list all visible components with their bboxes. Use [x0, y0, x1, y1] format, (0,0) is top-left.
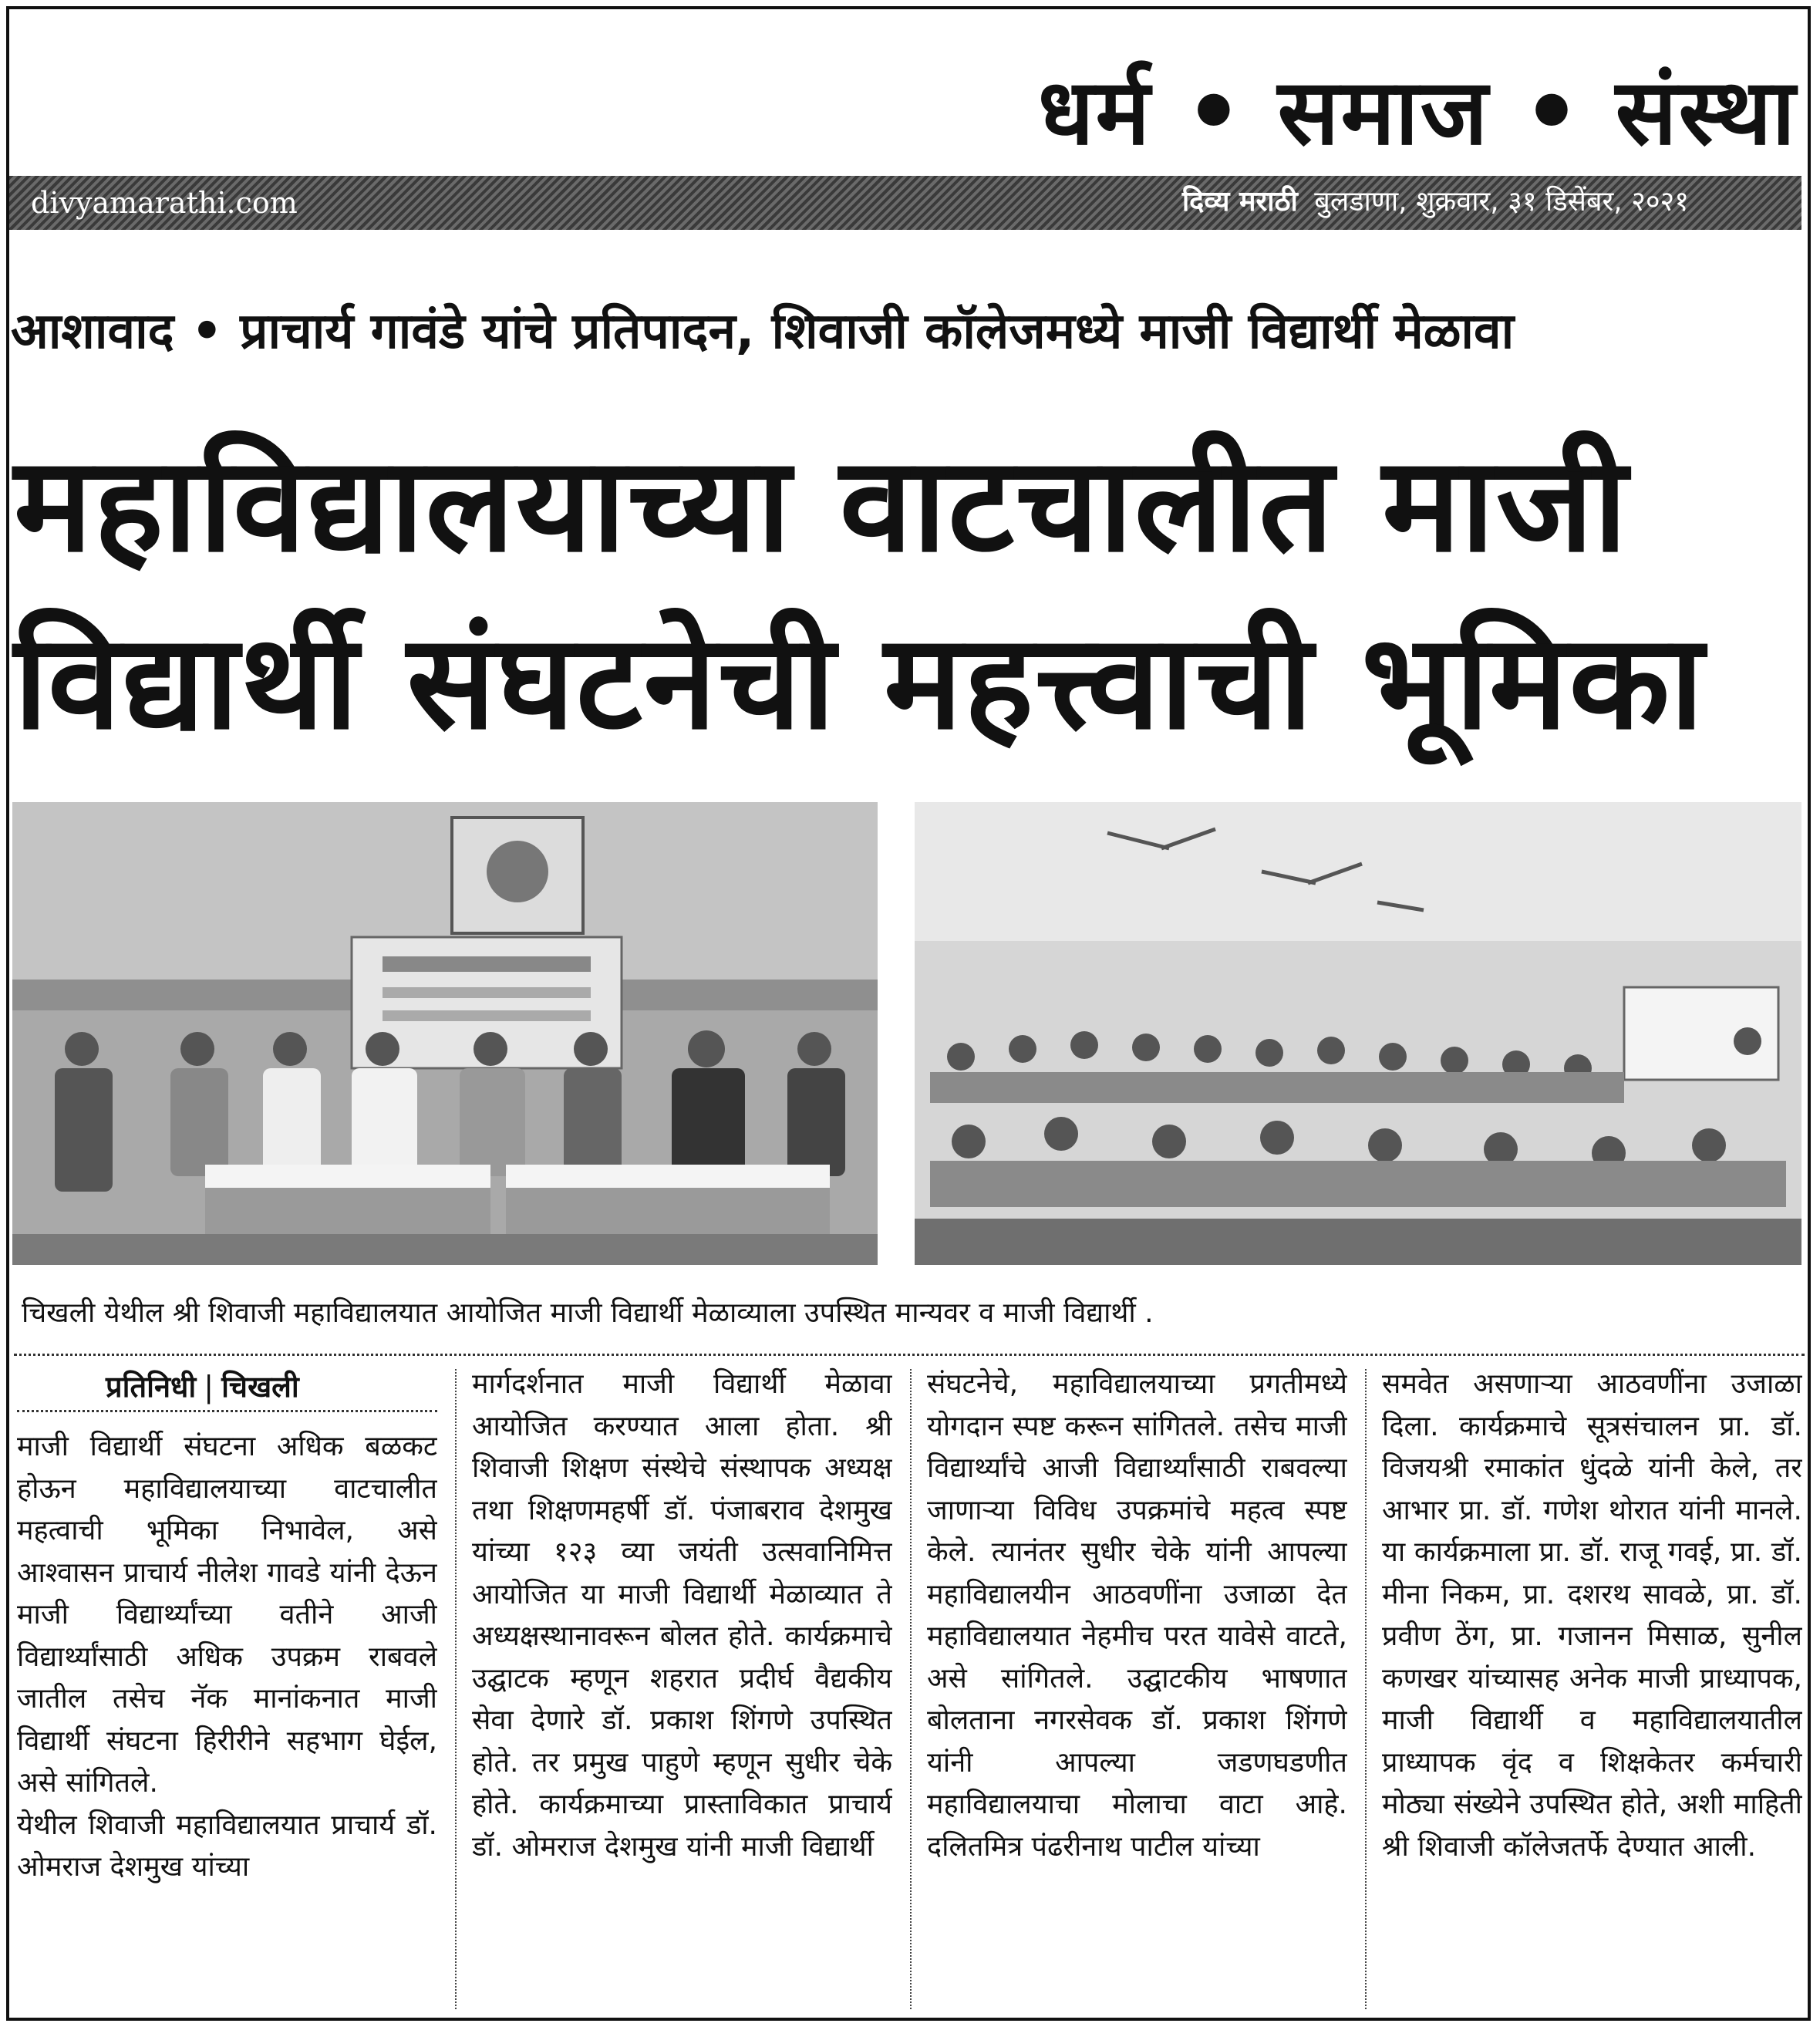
headline: [14, 416, 1788, 771]
column-divider: [455, 1369, 457, 2009]
photo-stage: [12, 802, 878, 1265]
article-paragraph: मार्गदर्शनात माजी विद्यार्थी मेळावा आयोजित करण्यात आला होता. श्री शिवाजी शिक्षण संस्थेचे संस्थापक अध्यक्ष तथा शिक्षणमहर्षी डॉ. पंजाबराव देशमुख यांच्या १२३ व्या जयंती उत्सवानिमित्त आयोजित या माजी विद्यार्थी मेळाव्यात ते अध्यक्षस्थानावरून बोलत होते. कार्यक्रमाचे उद्घाटक म्हणून शहरात प्रदीर्घ वैद्यकीय सेवा देणारे डॉ. प्रकाश शिंगणे उपस्थित होते. तर प्रमुख पाहुणे म्हणून सुधीर चेके होते. कार्यक्रमाच्या प्रास्ताविकात प्राचार्य डॉ. ओमराज देशमुख यांनी माजी विद्यार्थी: [472, 1368, 892, 1863]
location: चिखली: [221, 1370, 299, 1404]
audience-photo-image: [915, 802, 1801, 1265]
newspaper-name: दिव्य मराठी: [1181, 186, 1298, 218]
article-paragraph: येथील शिवाजी महाविद्यालयात प्राचार्य डॉ. ओमराज देशमुख यांच्या: [17, 1809, 437, 1883]
caption-divider: [14, 1354, 1805, 1356]
stage-photo-image: [12, 802, 878, 1265]
kicker-tag: आशावाद •: [11, 303, 223, 360]
headline-line-2: विद्यार्थी संघटनेची महत्त्वाची भूमिका: [14, 606, 1706, 759]
headline-line-1: महाविद्यालयाच्या वाटचालीत माजी: [14, 429, 1630, 582]
article-column-3: [927, 1364, 1347, 2019]
article-paragraph: संघटनेचे, महाविद्यालयाच्या प्रगतीमध्ये योगदान स्पष्ट करून सांगितले. तसेच माजी विद्यार्थ्यांचे आजी विद्यार्थ्यांसाठी राबवल्या जाणाऱ्या विविध उपक्रमांचे महत्व स्पष्ट केले. त्यानंतर सुधीर चेके यांनी आपल्या महाविद्यालयीन आठवणींना उजाळा देत महाविद्यालयात नेहमीच परत यावेसे वाटते, असे सांगितले. उद्घाटकीय भाषणात बोलताना नगरसेवक डॉ. प्रकाश शिंगणे यांनी आपल्या जडणघडणीत महाविद्यालयाचा मोलाचा वाटा आहे. दलितमित्र पंढरीनाथ पाटील यांच्या: [927, 1368, 1347, 1863]
dateline: [1182, 182, 1689, 222]
column-divider: [1365, 1369, 1367, 2009]
photo-audience: [915, 802, 1801, 1265]
column-divider: [910, 1369, 912, 2009]
photo-caption: चिखली येथील श्री शिवाजी महाविद्यालयात आयोजित माजी विद्यार्थी मेळाव्याला उपस्थित मान्यवर व माजी विद्यार्थी .: [22, 1297, 1154, 1329]
article-paragraph: समवेत असणाऱ्या आठवणींना उजाळा दिला. कार्यक्रमाचे सूत्रसंचालन प्रा. डॉ. विजयश्री रमाकांत धुंदळे यांनी केले, तर आभार प्रा. डॉ. गणेश थोरात यांनी मानले. या कार्यक्रमाला प्रा. डॉ. राजू गवई, प्रा. डॉ. मीना निकम, प्रा. दशरथ सावळे, प्रा. डॉ. प्रवीण ठेंग, प्रा. गजानन मिसाळ, सुनील कणखर यांच्यासह अनेक माजी प्राध्यापक, माजी विद्यार्थी व महाविद्यालयातील प्राध्यापक वृंद व शिक्षकेतर कर्मचारी मोठ्या संख्येने उपस्थित होते, अशी माहिती श्री शिवाजी कॉलेजतर्फे देण्यात आली.: [1382, 1368, 1802, 1863]
byline: प्रतिनिधी | चिखली: [17, 1364, 437, 1412]
article-paragraph: माजी विद्यार्थी संघटना अधिक बळकट होऊन महाविद्यालयाच्या वाटचालीत महत्वाची भूमिका निभावेल, असे आश्वासन प्राचार्य नीलेश गावडे यांनी देऊन माजी विद्यार्थ्यांच्या वतीने आजी विद्यार्थ्यांसाठी अधिक उपक्रम राबवले जातील तसेच नॅक मानांकनात माजी विद्यार्थी संघटना हिरीरीने सहभाग घेईल, असे सांगितले.: [17, 1431, 437, 1799]
kicker-text: प्राचार्य गावंडे यांचे प्रतिपादन, शिवाजी कॉलेजमध्ये माजी विद्यार्थी मेळावा: [240, 303, 1515, 360]
website-url: divyamarathi.com: [31, 186, 298, 220]
reporter: प्रतिनिधी: [106, 1370, 197, 1404]
article-column-2: [472, 1364, 892, 2019]
article-column-4: [1382, 1364, 1802, 2019]
kicker: [11, 293, 1514, 370]
date-text: बुलडाणा, शुक्रवार, ३१ डिसेंबर, २०२१: [1314, 186, 1689, 218]
section-header: धर्म • समाज • संस्था: [1037, 59, 1797, 165]
article-column-1: [17, 1364, 437, 2019]
